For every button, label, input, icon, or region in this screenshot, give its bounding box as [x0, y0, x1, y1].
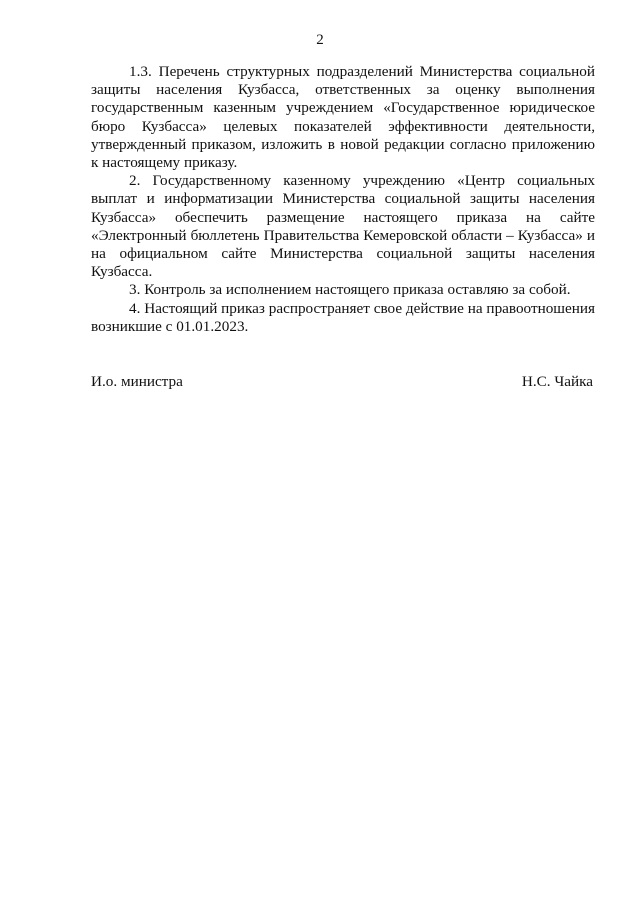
paragraph-1-3: 1.3. Перечень структурных подразделений Министерства социальной защиты населения Кузбасса, ответственных за оценку выполнения государственным казенным учреждением «Государственное юридическое бюро Кузбасса» целевых показателей эффективности деятельности, утвержденный приказом, изложить в новой редакции согласно приложению к настоящему приказу. — [91, 63, 595, 172]
paragraph-2: 2. Государственному казенному учреждению «Центр социальных выплат и информатизации Министерства социальной защиты населения Кузбасса» обеспечить размещение настоящего приказа на сайте «Электронный бюллетень Правительства Кемеровской области – Кузбасса» и на официальном сайте Министерства социальной защиты населения Кузбасса. — [91, 172, 595, 281]
signatory-position: И.о. министра — [91, 373, 183, 390]
paragraph-4: 4. Настоящий приказ распространяет свое действие на правоотношения возникшие с 01.01.2023. — [91, 299, 595, 335]
paragraph-3: 3. Контроль за исполнением настоящего приказа оставляю за собой. — [129, 281, 571, 299]
page-number: 2 — [316, 32, 324, 48]
signatory-name: Н.С. Чайка — [521, 373, 593, 390]
signature-block — [91, 373, 593, 391]
document-body — [91, 63, 595, 336]
